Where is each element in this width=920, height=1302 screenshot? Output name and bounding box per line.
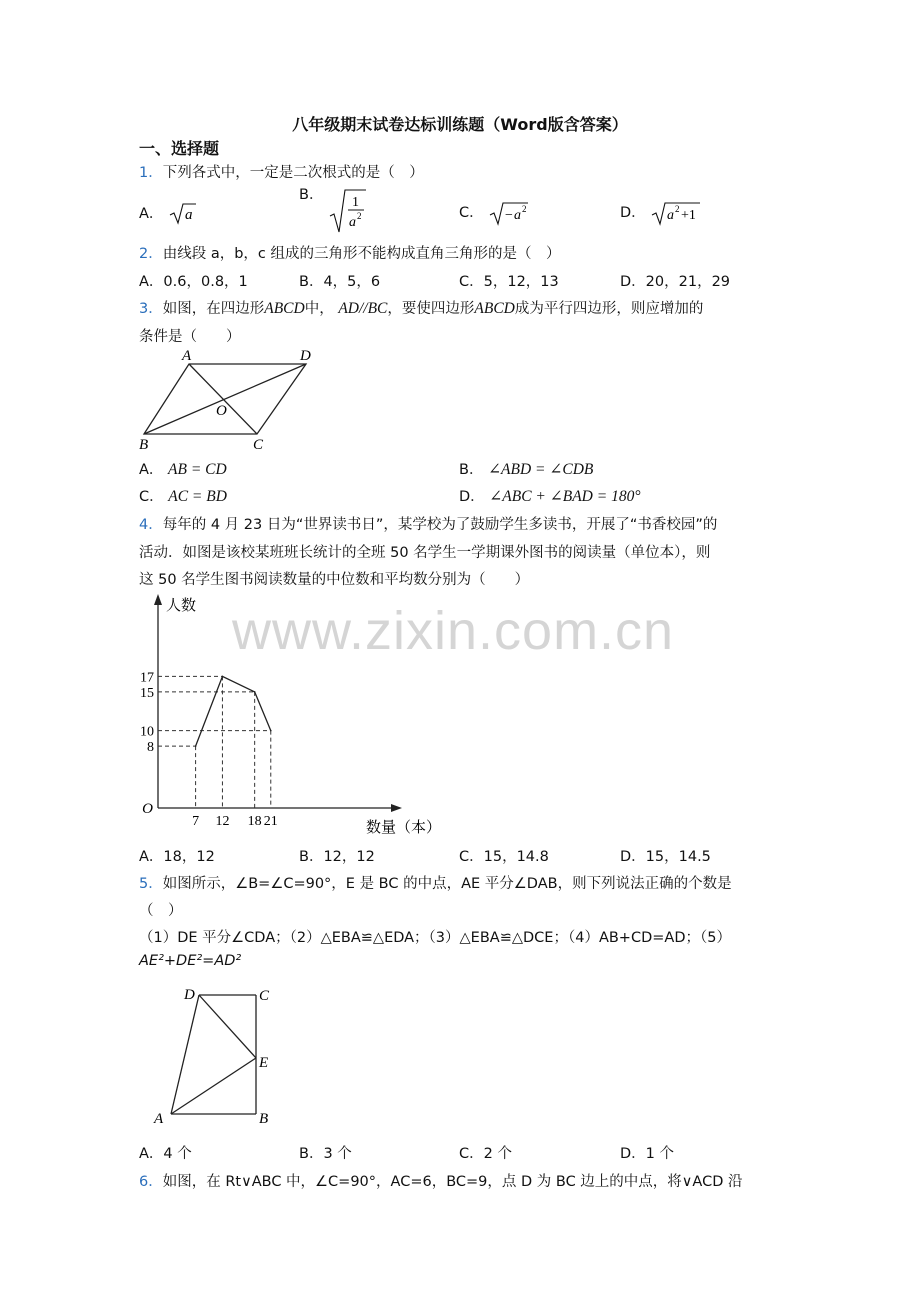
- option-math: ∠ABC + ∠BAD = 180°: [489, 488, 641, 505]
- parallelogram-figure: [136, 345, 326, 455]
- svg-text:+1: +1: [681, 208, 697, 223]
- q1-option-a: [139, 202, 198, 226]
- page-title: 八年级期末试卷达标训练题（Word版含答案）: [292, 115, 628, 134]
- condition: AD//BC: [338, 300, 388, 317]
- data-point: [270, 730, 272, 732]
- segment-de: [199, 995, 256, 1058]
- label-o: O: [216, 403, 227, 419]
- q1-option-c: [459, 200, 530, 226]
- question-number: 5．: [139, 876, 163, 892]
- option-math: ∠ABD = ∠CDB: [488, 461, 594, 478]
- option-label: C．: [459, 205, 484, 221]
- y-tick-label: 10: [140, 724, 154, 740]
- option-label: D．: [620, 205, 646, 221]
- y-tick-label: 8: [147, 740, 154, 756]
- y-tick-label: 17: [140, 670, 154, 686]
- origin-label: O: [142, 801, 153, 817]
- svg-text:a: a: [349, 215, 357, 230]
- data-point: [222, 676, 224, 678]
- option-label: A．: [139, 462, 164, 478]
- q3-option-b: [459, 458, 593, 479]
- svg-text:2: 2: [522, 204, 527, 214]
- question-number: 1．: [139, 165, 163, 181]
- q5-option-d: D．1 个: [620, 1146, 674, 1162]
- segment-da: [171, 995, 199, 1114]
- option-label: B．: [459, 462, 484, 478]
- data-point: [195, 745, 197, 747]
- diagonal-ac: [189, 364, 257, 434]
- svg-text:2: 2: [357, 211, 362, 221]
- question-3: [139, 297, 703, 318]
- chart-series: [195, 676, 272, 747]
- question-number: 2．: [139, 246, 163, 262]
- sqrt-fraction-formula: [328, 188, 368, 234]
- q5-option-b: B．3 个: [299, 1146, 352, 1162]
- svg-text:a: a: [185, 207, 193, 223]
- q3-option-c: [139, 485, 227, 506]
- q4-option-c: C．15，14.8: [459, 849, 549, 865]
- trapezoid-figure: [146, 982, 286, 1130]
- option-label: C．: [139, 489, 164, 505]
- sqrt-a2-plus-1-formula: [650, 200, 702, 226]
- x-tick-label: 12: [215, 814, 230, 829]
- segment-ae: [171, 1058, 256, 1114]
- label-d: D: [184, 987, 195, 1003]
- section-heading: 一、选择题: [139, 139, 220, 158]
- chart-labels: [140, 597, 441, 836]
- option-label: D．: [459, 489, 485, 505]
- quad-name: ABCD: [264, 300, 305, 317]
- question-stem: 由线段 a，b，c 组成的三角形不能构成直角三角形的是（ ）: [162, 246, 561, 262]
- svg-text:−: −: [505, 208, 514, 223]
- question-2: [139, 242, 561, 263]
- q2-option-a: A．0.6，0.8，1: [139, 274, 248, 290]
- y-axis-label: 人数: [166, 598, 197, 614]
- q5-option-c: C．2 个: [459, 1146, 512, 1162]
- reading-chart: [136, 592, 456, 842]
- chart-axes: [154, 594, 402, 812]
- question-number: 4．: [139, 517, 163, 533]
- option-label: A．: [139, 206, 164, 222]
- x-axis-label: 数量（本）: [366, 820, 442, 836]
- label-d: D: [300, 348, 311, 364]
- q4-option-d: D．15，14.5: [620, 849, 711, 865]
- svg-text:2: 2: [675, 204, 680, 214]
- question-5-statements: （1）DE 平分∠CDA；（2）△EBA≌△EDA；（3）△EBA≌△DCE；（4）AB+CD=AD；（5）: [139, 930, 731, 946]
- question-3-line2: 条件是（ ）: [139, 329, 241, 345]
- x-tick-label: 18: [247, 814, 262, 829]
- svg-text:a: a: [667, 208, 675, 223]
- svg-text:1: 1: [352, 195, 360, 210]
- q4-option-b: B．12，12: [299, 849, 375, 865]
- sqrt-neg-a2-formula: [488, 200, 530, 226]
- q1-option-d: [620, 200, 702, 226]
- question-number: 3．: [139, 301, 163, 317]
- label-b: B: [139, 437, 149, 453]
- x-tick-label: 7: [192, 814, 200, 829]
- q1-option-b: [299, 188, 368, 234]
- label-e: E: [259, 1055, 269, 1071]
- label-a: A: [182, 348, 192, 364]
- label-a: A: [154, 1111, 164, 1127]
- q2-option-d: D．20，21，29: [620, 274, 731, 290]
- label-b: B: [259, 1111, 269, 1127]
- option-math: AB = CD: [168, 461, 227, 478]
- question-4-line2: 活动．如图是该校某班班长统计的全班 50 名学生一学期课外图书的阅读量（单位本），则: [139, 545, 711, 561]
- y-axis-arrow: [154, 594, 162, 605]
- question-1: [139, 161, 424, 182]
- sqrt-a-formula: [168, 202, 198, 226]
- question-stem: 如图，在四边形: [162, 301, 265, 317]
- question-stem: 下列各式中，一定是二次根式的是（ ）: [162, 165, 424, 181]
- question-5: [139, 872, 732, 893]
- x-axis-arrow: [391, 804, 402, 812]
- question-6: [139, 1170, 743, 1191]
- q3-option-d: [459, 485, 641, 506]
- question-5-paren: （ ）: [139, 903, 183, 919]
- svg-text:a: a: [514, 208, 522, 223]
- y-tick-label: 15: [140, 685, 154, 701]
- data-point: [254, 691, 256, 693]
- label-c: C: [253, 437, 264, 453]
- label-c: C: [259, 988, 270, 1004]
- quad-name: ABCD: [474, 300, 515, 317]
- series-line: [196, 676, 271, 746]
- q4-option-a: A．18，12: [139, 849, 215, 865]
- x-tick-label: 21: [263, 814, 278, 829]
- question-stem: 如图，在 Rt∨ABC 中，∠C=90°，AC=6，BC=9，点 D 为 BC 边上的中点，将∨ACD 沿: [162, 1174, 743, 1190]
- q2-option-b: B．4，5，6: [299, 274, 381, 290]
- question-number: 6．: [139, 1174, 163, 1190]
- question-4: [139, 513, 717, 534]
- question-stem: 中，: [304, 301, 334, 317]
- question-5-statement-5: AE²+DE²=AD²: [139, 953, 242, 969]
- question-stem: 每年的 4 月 23 日为“世界读书日”，某学校为了鼓励学生多读书，开展了“书香校园”的: [162, 517, 718, 533]
- question-4-line3: 这 50 名学生图书阅读数量的中位数和平均数分别为（ ）: [139, 572, 530, 588]
- q5-option-a: A．4 个: [139, 1146, 192, 1162]
- question-stem: 如图所示，∠B=∠C=90°，E 是 BC 的中点，AE 平分∠DAB，则下列说法正确的个数是: [162, 876, 732, 892]
- option-label: B．: [299, 187, 324, 203]
- question-stem: 成为平行四边形，则应增加的: [514, 301, 704, 317]
- question-stem: ，要使四边形: [387, 301, 475, 317]
- watermark: www.zixin.com.cn: [232, 601, 675, 661]
- q2-option-c: C．5，12，13: [459, 274, 559, 290]
- option-math: AC = BD: [168, 488, 227, 505]
- q3-option-a: [139, 458, 227, 479]
